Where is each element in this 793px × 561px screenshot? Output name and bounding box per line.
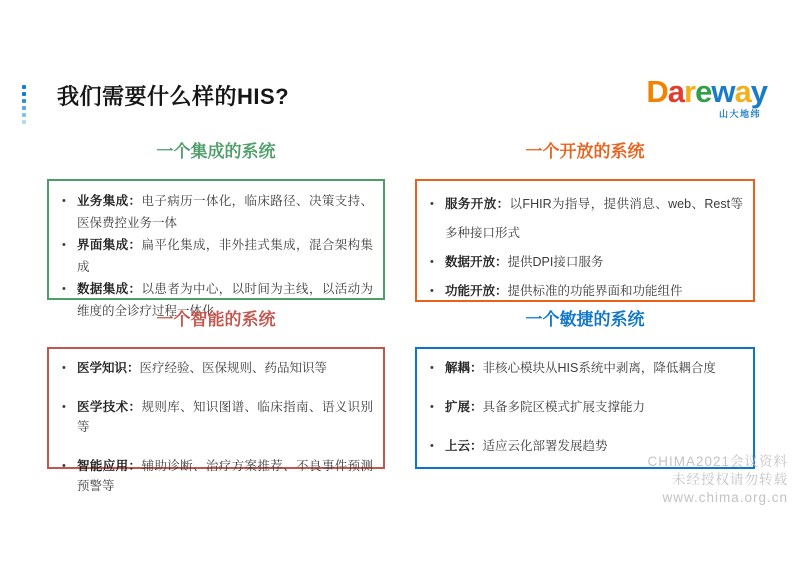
item-label: 数据集成： bbox=[77, 282, 142, 296]
list-item bbox=[55, 358, 373, 378]
section-intelligent-system bbox=[47, 308, 385, 493]
logo-subtitle: 山大地纬 bbox=[718, 109, 761, 119]
section-box bbox=[47, 347, 385, 493]
item-label: 业务集成： bbox=[77, 194, 142, 208]
item-text: 以FHIR为指导，提供消息、web、Rest等多种接口形式 bbox=[445, 197, 743, 240]
section-integrated-system bbox=[47, 140, 385, 318]
section-title: 一个集成的系统 bbox=[156, 142, 276, 161]
item-text: 扁平化集成，非外挂式集成，混合架构集成 bbox=[77, 238, 373, 274]
list-item bbox=[55, 397, 373, 437]
section-agile-system bbox=[415, 308, 755, 469]
list-item bbox=[55, 190, 373, 234]
logo-letter: y bbox=[750, 74, 767, 109]
company-logo bbox=[646, 76, 767, 120]
item-label: 智能应用： bbox=[77, 459, 142, 473]
item-label: 数据开放： bbox=[445, 255, 508, 269]
item-text: 具备多院区模式扩展支撑能力 bbox=[482, 400, 646, 414]
logo-letter: a bbox=[734, 74, 751, 109]
list-item bbox=[423, 358, 743, 378]
title-marker-dots bbox=[22, 85, 26, 124]
item-label: 解耦： bbox=[445, 361, 483, 375]
item-label: 服务开放： bbox=[445, 197, 510, 211]
list-item bbox=[55, 456, 373, 496]
item-label: 医学知识： bbox=[77, 361, 140, 375]
list-item bbox=[423, 190, 743, 248]
item-label: 医学技术： bbox=[77, 400, 142, 414]
item-label: 功能开放： bbox=[445, 284, 508, 298]
list-item bbox=[55, 234, 373, 278]
item-text: 电子病历一体化，临床路径、决策支持、医保费控业务一体 bbox=[77, 194, 373, 230]
item-label: 界面集成： bbox=[77, 238, 142, 252]
item-text: 非核心模块从HIS系统中剥离，降低耦合度 bbox=[482, 361, 716, 375]
list-item bbox=[423, 277, 743, 306]
item-text: 适应云化部署发展趋势 bbox=[482, 439, 608, 453]
logo-letter: w bbox=[711, 74, 735, 109]
watermark bbox=[647, 453, 788, 507]
watermark-line: 未经授权请勿转载 bbox=[672, 472, 788, 487]
logo-wordmark bbox=[646, 76, 767, 107]
logo-letter: r bbox=[684, 74, 696, 109]
section-box bbox=[415, 179, 755, 302]
page-title: 我们需要什么样的HIS? bbox=[57, 84, 290, 109]
section-box bbox=[47, 179, 385, 318]
list-item bbox=[423, 248, 743, 277]
logo-letter: e bbox=[695, 74, 712, 109]
item-text: 提供DPI接口服务 bbox=[507, 255, 604, 269]
section-title: 一个开放的系统 bbox=[525, 142, 645, 161]
item-text: 规则库、知识图谱、临床指南、语义识别等 bbox=[77, 400, 373, 434]
watermark-line: CHIMA2021会议资料 bbox=[647, 454, 788, 469]
item-text: 以患者为中心，以时间为主线，以活动为维度的全诊疗过程一体化 bbox=[77, 282, 373, 318]
section-open-system bbox=[415, 140, 755, 302]
section-title: 一个智能的系统 bbox=[156, 310, 276, 329]
logo-letter: D bbox=[646, 74, 668, 109]
logo-letter: a bbox=[667, 74, 685, 109]
section-title: 一个敏捷的系统 bbox=[525, 310, 645, 329]
list-item bbox=[423, 397, 743, 417]
item-label: 扩展： bbox=[445, 400, 483, 414]
section-box bbox=[415, 347, 755, 469]
item-text: 辅助诊断、治疗方案推荐、不良事件预测预警等 bbox=[77, 459, 373, 493]
watermark-line: www.chima.org.cn bbox=[662, 490, 788, 505]
item-text: 提供标准的功能界面和功能组件 bbox=[507, 284, 683, 298]
item-label: 上云： bbox=[445, 439, 483, 453]
item-text: 医疗经验、医保规则、药品知识等 bbox=[139, 361, 328, 375]
